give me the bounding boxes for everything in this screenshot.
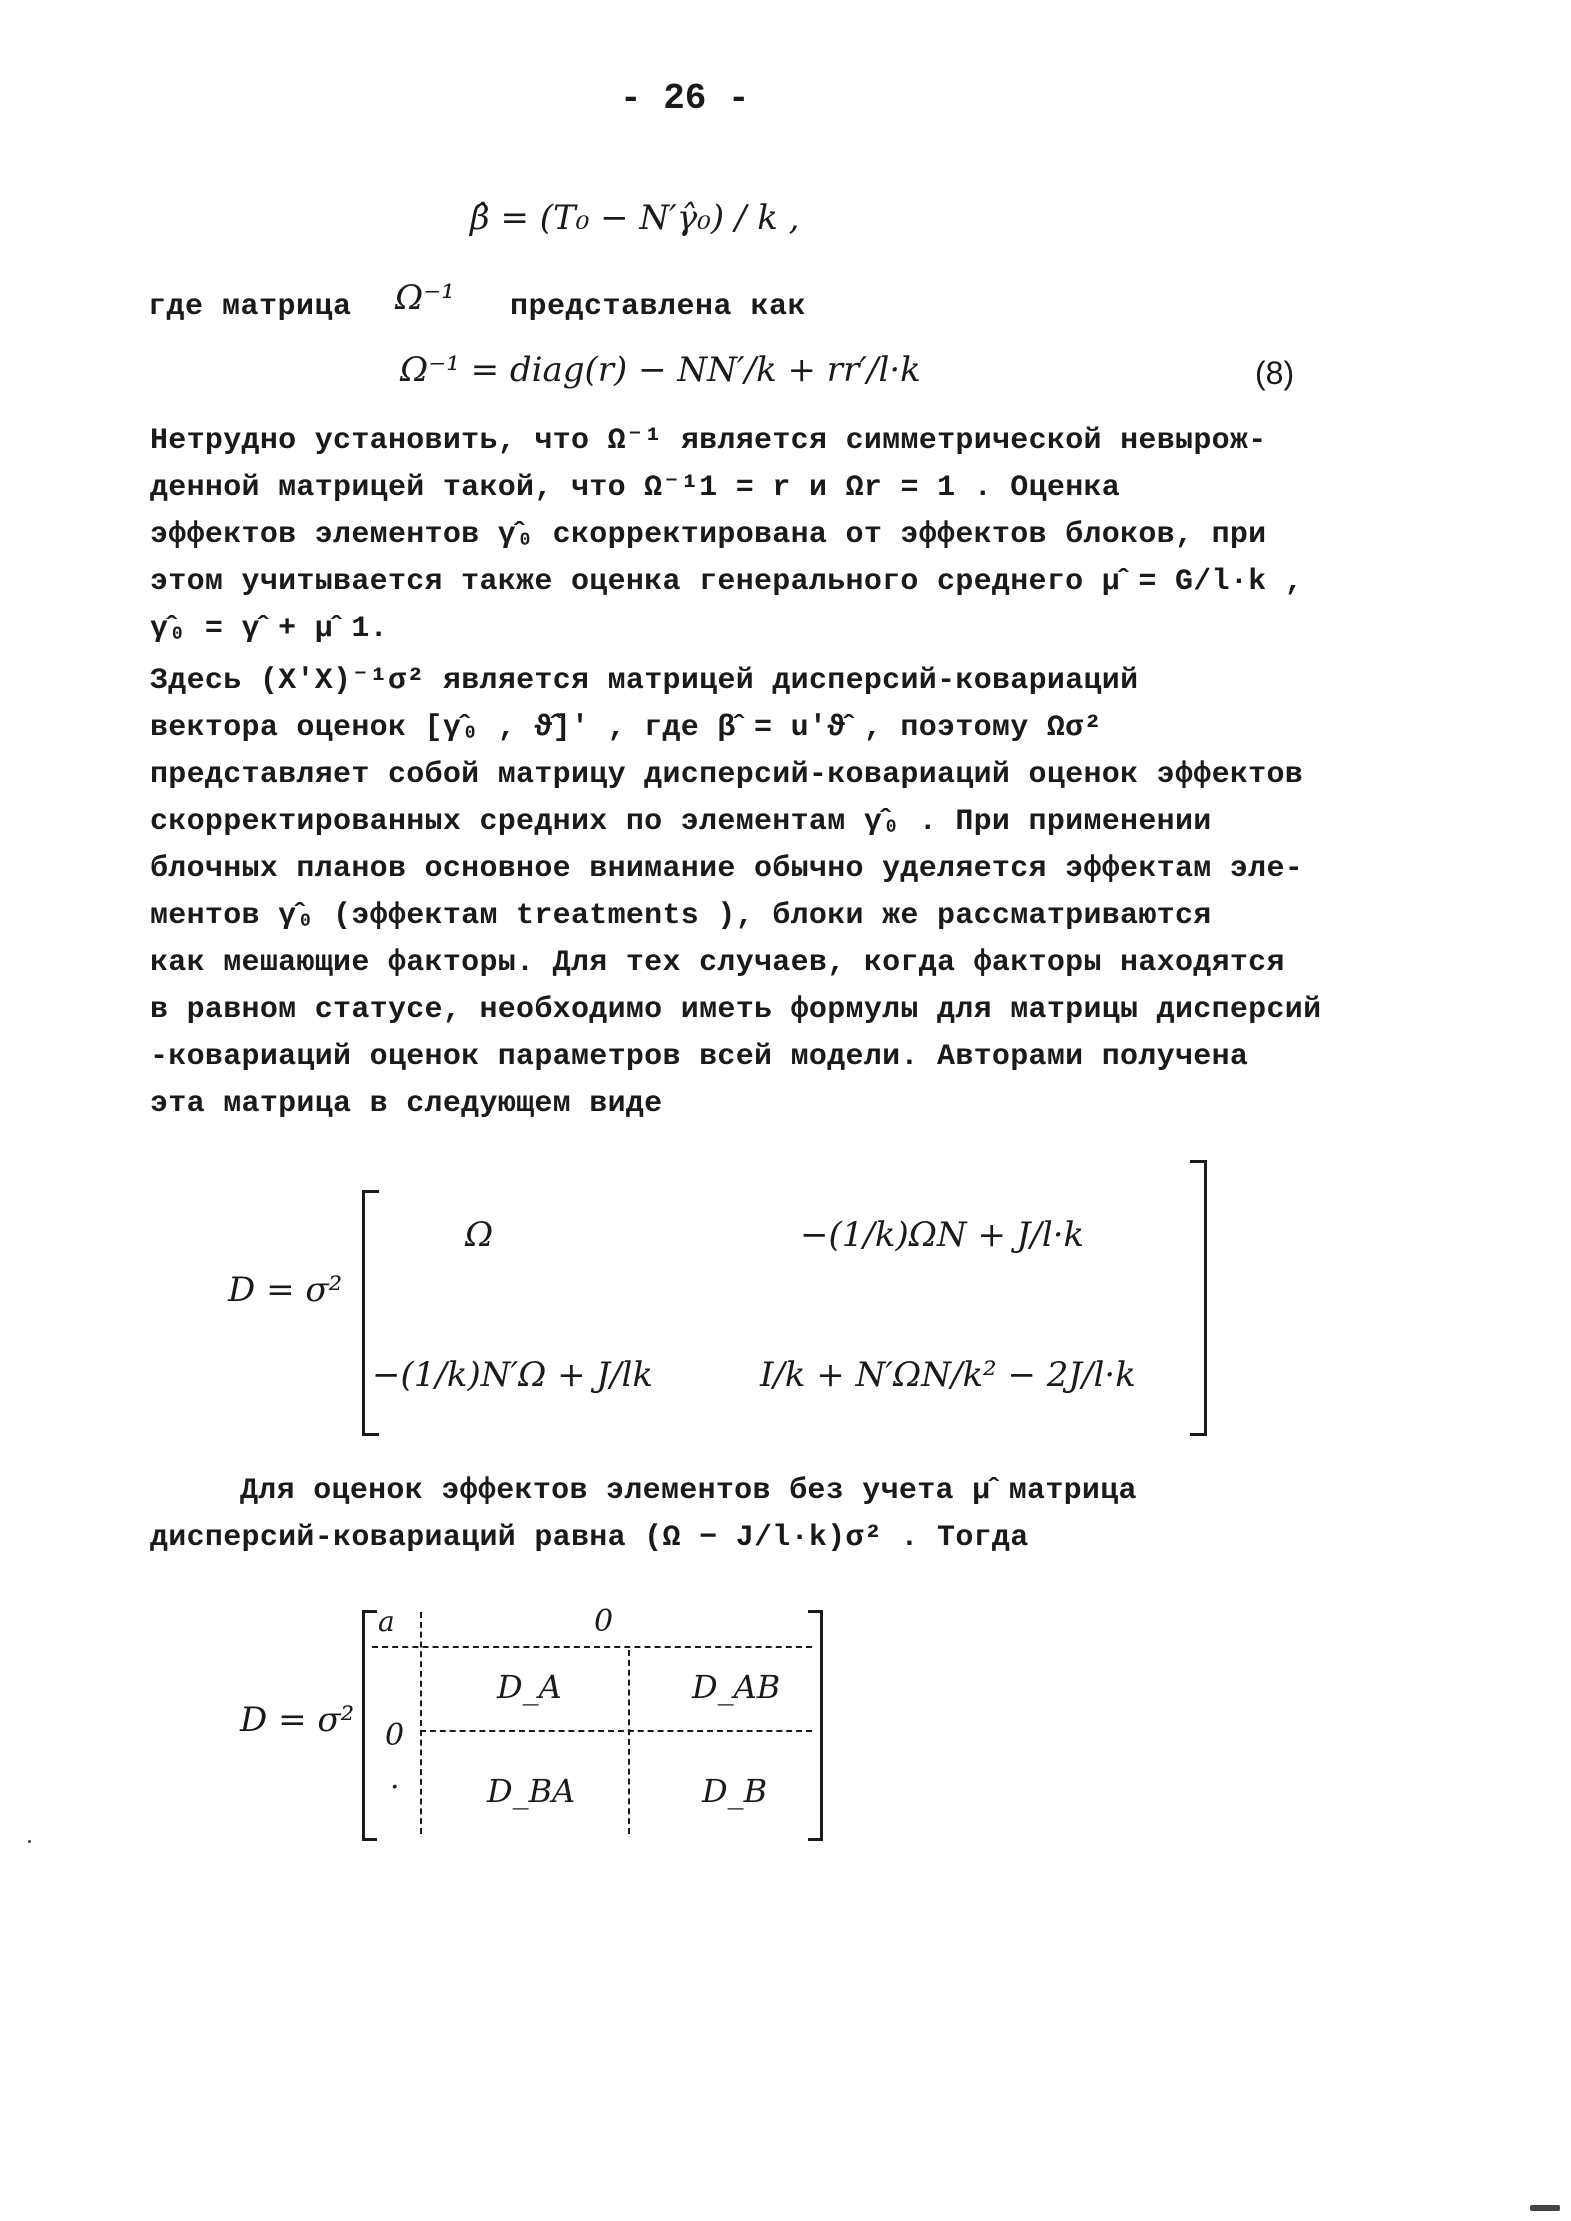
paragraph-2-line: в равном статусе, необходимо иметь формулы для матрицы дисперсий	[150, 993, 1322, 1027]
matrix-2-zero-left: 0	[385, 1718, 405, 1753]
matrix-2-cell-db: D_B	[702, 1772, 768, 1810]
matrix-2-right-bracket	[808, 1610, 823, 1841]
paragraph-2-line: вектора оценок [γ̂₀ , ϑ̂]′ , где β̂ = u′ϑ̂ , поэтому Ωσ²	[150, 711, 1102, 745]
matrix-1-lhs: D = σ²	[228, 1270, 343, 1310]
paragraph-1	[150, 418, 1400, 653]
matrix-2-divider-top	[372, 1646, 812, 1648]
matrix-1-cell-11: Ω	[465, 1215, 494, 1255]
matrix-2-divider-left	[420, 1612, 422, 1834]
scan-speck	[28, 1840, 31, 1843]
matrix-2-left-bracket	[362, 1610, 377, 1841]
paragraph-2-line: -ковариаций оценок параметров всей модели. Авторами получена	[150, 1040, 1249, 1074]
paragraph-1-line: Нетрудно установить, что Ω⁻¹ является симметрической невырож-	[150, 424, 1267, 458]
paragraph-3-line: Для оценок эффектов элементов без учета μ̂ матрица	[240, 1474, 1137, 1508]
matrix-2-divider-center	[628, 1650, 630, 1834]
paragraph-2-line: как мешающие факторы. Для тех случаев, когда факторы находятся	[150, 946, 1285, 980]
paragraph-2-line: ментов γ̂₀ (эффектам treatments ), блоки же рассматриваются	[150, 899, 1212, 933]
intro-line-before: где матрица	[148, 290, 352, 324]
page-number: - 26 -	[620, 78, 750, 119]
matrix-1-cell-12: −(1/k)ΩN + J/l·k	[800, 1215, 1085, 1255]
matrix-1-cell-21: −(1/k)N′Ω + J/lk	[372, 1355, 654, 1395]
matrix-1-right-bracket	[1190, 1160, 1207, 1436]
matrix-1-left-bracket	[362, 1190, 379, 1436]
matrix-2-cell-dba: D_BA	[487, 1772, 576, 1810]
paragraph-3-line: дисперсий-ковариаций равна (Ω − J/l·k)σ² . Тогда	[150, 1521, 1029, 1555]
matrix-2-zero-top: 0	[594, 1604, 614, 1639]
matrix-2-cell-da: D_A	[497, 1668, 562, 1706]
paragraph-2-line: Здесь (X′X)⁻¹σ² является матрицей дисперсий-ковариаций	[150, 664, 1139, 698]
matrix-2-lhs: D = σ²	[240, 1700, 355, 1740]
paragraph-2-line: эта матрица в следующем виде	[150, 1087, 663, 1121]
matrix-2-divider-middle	[420, 1730, 812, 1732]
scan-speck	[1530, 2205, 1560, 2211]
matrix-2-dot: ·	[390, 1770, 400, 1805]
paragraph-3	[150, 1468, 1400, 1562]
paragraph-1-line: этом учитывается также оценка генерального среднего μ̂ = G/l·k ,	[150, 565, 1304, 599]
matrix-1-cell-22: I/k + N′ΩN/k² − 2J/l·k	[760, 1355, 1136, 1395]
intro-line-after: представлена как	[510, 290, 807, 324]
paragraph-2-line: блочных планов основное внимание обычно уделяется эффектам эле-	[150, 852, 1304, 886]
paragraph-1-line: денной матрицей такой, что Ω⁻¹1 = r и Ωr = 1 . Оценка	[150, 471, 1121, 505]
equation-number-8: (8)	[1255, 355, 1295, 391]
paragraph-1-line: γ̂₀ = γ̂ + μ̂ 1.	[150, 612, 388, 646]
paragraph-2-line: скорректированных средних по элементам γ̂₀ . При применении	[150, 805, 1212, 839]
matrix-2-cell-a: a	[378, 1605, 395, 1638]
paragraph-1-line: эффектов элементов γ̂₀ скорректирована от эффектов блоков, при	[150, 518, 1267, 552]
intro-line-symbol: Ω⁻¹	[395, 278, 455, 318]
formula-beta: β̂ = (T₀ − N′γ̂₀) / k ,	[470, 198, 800, 238]
formula-8: Ω⁻¹ = diag(r) − NN′/k + rr′/l·k	[400, 350, 921, 390]
paragraph-2-line: представляет собой матрицу дисперсий-ковариаций оценок эффектов	[150, 758, 1304, 792]
matrix-2-cell-dab: D_AB	[692, 1668, 781, 1706]
paragraph-2	[150, 658, 1400, 1128]
